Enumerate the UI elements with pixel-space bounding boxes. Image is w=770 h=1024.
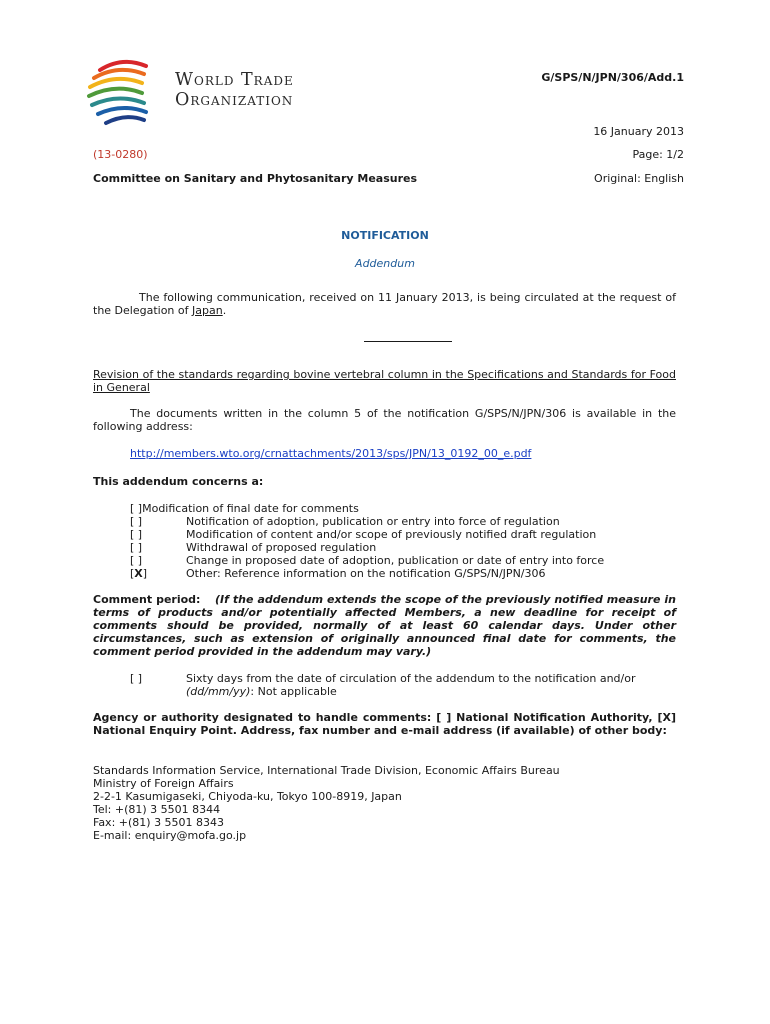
box-open: [: [130, 567, 135, 580]
concerns-heading: This addendum concerns a:: [93, 475, 264, 488]
option-checkbox-6: [130, 567, 147, 580]
org-line-1: World Trade: [175, 70, 294, 90]
option-label-5: Change in proposed date of adoption, publication or date of entry into force: [186, 554, 605, 567]
sixty-days-label: Sixty days from the date of circulation of the addendum to the notification and/or: [186, 672, 636, 685]
intro-country: Japan: [192, 304, 223, 317]
organization-name: [175, 70, 294, 110]
option-checkbox-1: [130, 502, 359, 515]
committee-name: Committee on Sanitary and Phytosanitary Measures: [93, 172, 418, 185]
intro-paragraph: [93, 291, 676, 317]
separator-line: [364, 341, 452, 342]
option-checkbox-5: [ ]: [130, 554, 143, 567]
option-checkbox-3: [ ]: [130, 528, 143, 541]
subject-heading: Revision of the standards regarding bovine vertebral column in the Specifications and Standards for Food in General: [93, 368, 676, 394]
notification-title: NOTIFICATION: [341, 229, 429, 242]
option-label-4: Withdrawal of proposed regulation: [186, 541, 377, 554]
comment-period-text: (If the addendum extends the scope of the previously notified measure in terms of products and/or potentially affected Members, a new deadline for receipt of comments should be provided, normally of at least 60 calendar days. Under other circumstances, such as extension of originally announced final date for comments, the comment period provided in the addendum may vary.): [93, 593, 676, 658]
sixty-days-text: [186, 672, 676, 698]
page-number: Page: 1/2: [632, 148, 684, 161]
documents-paragraph: The documents written in the column 5 of the notification G/SPS/N/JPN/306 is available in the following address:: [93, 407, 676, 433]
option-checkbox-4: [ ]: [130, 541, 143, 554]
document-date: 16 January 2013: [593, 125, 684, 138]
contact-line: 2-2-1 Kasumigaseki, Chiyoda-ku, Tokyo 100-8919, Japan: [93, 790, 402, 803]
org-line-2: Organization: [175, 90, 294, 110]
box-mark: X: [134, 567, 143, 580]
option-label-3: Modification of content and/or scope of previously notified draft regulation: [186, 528, 597, 541]
sixty-days-checkbox: [ ]: [130, 672, 143, 685]
contact-line: Standards Information Service, International Trade Division, Economic Affairs Bureau: [93, 764, 560, 777]
intro-text: The following communication, received on 11 January 2013, is being circulated at the request of the Delegation of: [93, 291, 676, 317]
agency-paragraph: Agency or authority designated to handle comments: [ ] National Notification Authority, [X] National Enquiry Point. Address, fax number and e-mail address (if available) of other body:: [93, 711, 676, 737]
contact-line: Ministry of Foreign Affairs: [93, 777, 234, 790]
addendum-subtitle: Addendum: [355, 257, 415, 270]
contact-fax: Fax: +(81) 3 5501 8343: [93, 816, 225, 829]
option-label-6: Other: Reference information on the notification G/SPS/N/JPN/306: [186, 567, 546, 580]
contact-email: E-mail: enquiry@mofa.go.jp: [93, 829, 247, 842]
wto-logo-icon: [84, 56, 164, 130]
contact-phone: Tel: +(81) 3 5501 8344: [93, 803, 221, 816]
sixty-days-format: (dd/mm/yy): [186, 685, 251, 698]
box-close: ]: [142, 567, 148, 580]
attachment-link[interactable]: http://members.wto.org/crnattachments/2013/sps/JPN/13_0192_00_e.pdf: [130, 447, 532, 460]
original-language: Original: English: [594, 172, 684, 185]
option-label: Modification of final date for comments: [142, 502, 359, 515]
option-box: [ ]: [130, 502, 143, 515]
comment-period-label: Comment period:: [93, 593, 201, 606]
comment-period-paragraph: [93, 593, 676, 658]
option-checkbox-2: [ ]: [130, 515, 143, 528]
option-label-2: Notification of adoption, publication or entry into force of regulation: [186, 515, 560, 528]
intro-end: .: [222, 304, 227, 317]
document-symbol: G/SPS/N/JPN/306/Add.1: [541, 71, 684, 84]
reference-number: (13-0280): [93, 148, 148, 161]
sixty-days-value: : Not applicable: [250, 685, 337, 698]
